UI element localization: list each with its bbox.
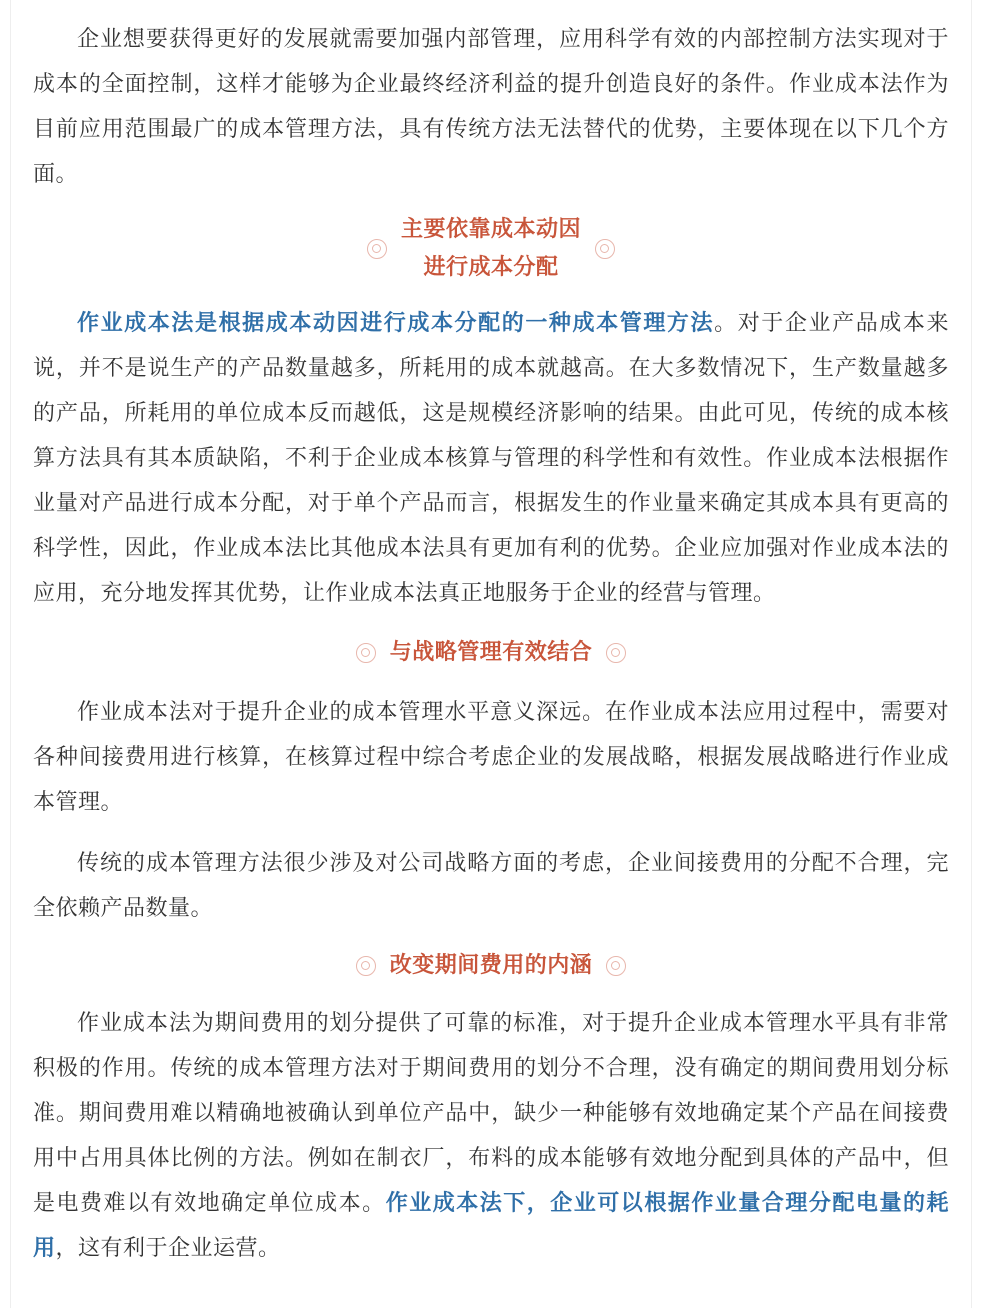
circle-ornament-icon [595,239,615,259]
section-title [401,211,581,287]
section-heading-period-expense [33,947,949,985]
section-paragraph [33,301,949,616]
circle-ornament-icon [606,643,626,663]
circle-ornament-icon [367,239,387,259]
section-title: 改变期间费用的内涵 [389,953,593,978]
intro-paragraph: 企业想要获得更好的发展就需要加强内部管理，应用科学有效的内部控制方法实现对于成本的全面控制，这样才能够为企业最终经济利益的提升创造良好的条件。作业成本法作为目前应用范围最广的成本管理方法，具有传统方法无法替代的优势，主要体现在以下几个方面。 [33,27,949,187]
section-heading-strategy [33,634,949,672]
article-page [10,0,972,1308]
section-title-line: 主要依靠成本动因 [400,217,581,242]
highlighted-text: 作业成本法下，企业可以根据作业量合理分配电量的耗用 [33,1191,949,1261]
paragraph-text: 作业成本法为期间费用的划分提供了可靠的标准，对于提升企业成本管理水平具有非常积极的作用。传统的成本管理方法对于期间费用的划分不合理，没有确定的期间费用划分标准。期间费用难以精确地被确认到单位产品中，缺少一种能够有效地确定某个产品在间接费用中占用具体比例的方法。例如在制衣厂，布料的成本能够有效地分配到具体的产品中，但是电费难以有效地确定单位成本。 [33,1011,949,1216]
circle-ornament-icon [356,643,376,663]
circle-ornament-icon [356,956,376,976]
section-paragraph: 作业成本法对于提升企业的成本管理水平意义深远。在作业成本法应用过程中，需要对各种间接费用进行核算，在核算过程中综合考虑企业的发展战略，根据发展战略进行作业成本管理。 [33,700,949,815]
section-title-line: 进行成本分配 [423,255,559,280]
circle-ornament-icon [606,956,626,976]
paragraph-text: ，这有利于企业运营。 [55,1236,281,1261]
section-heading-cost-driver [33,211,949,287]
section-paragraph: 传统的成本管理方法很少涉及对公司战略方面的考虑，企业间接费用的分配不合理，完全依赖产品数量。 [33,851,949,921]
article-content [33,17,949,1271]
section-title: 与战略管理有效结合 [389,640,593,665]
highlighted-text: 作业成本法是根据成本动因进行成本分配的一种成本管理方法 [77,311,715,336]
paragraph-text: 。对于企业产品成本来说，并不是说生产的产品数量越多，所耗用的成本就越高。在大多数情况下，生产数量越多的产品，所耗用的单位成本反而越低，这是规模经济影响的结果。由此可见，传统的成本核算方法具有其本质缺陷，不利于企业成本核算与管理的科学性和有效性。作业成本法根据作业量对产品进行成本分配，对于单个产品而言，根据发生的作业量来确定其成本具有更高的科学性，因此，作业成本法比其他成本法具有更加有利的优势。企业应加强对作业成本法的应用，充分地发挥其优势，让作业成本法真正地服务于企业的经营与管理。 [33,311,949,606]
section-paragraph [33,1001,949,1271]
